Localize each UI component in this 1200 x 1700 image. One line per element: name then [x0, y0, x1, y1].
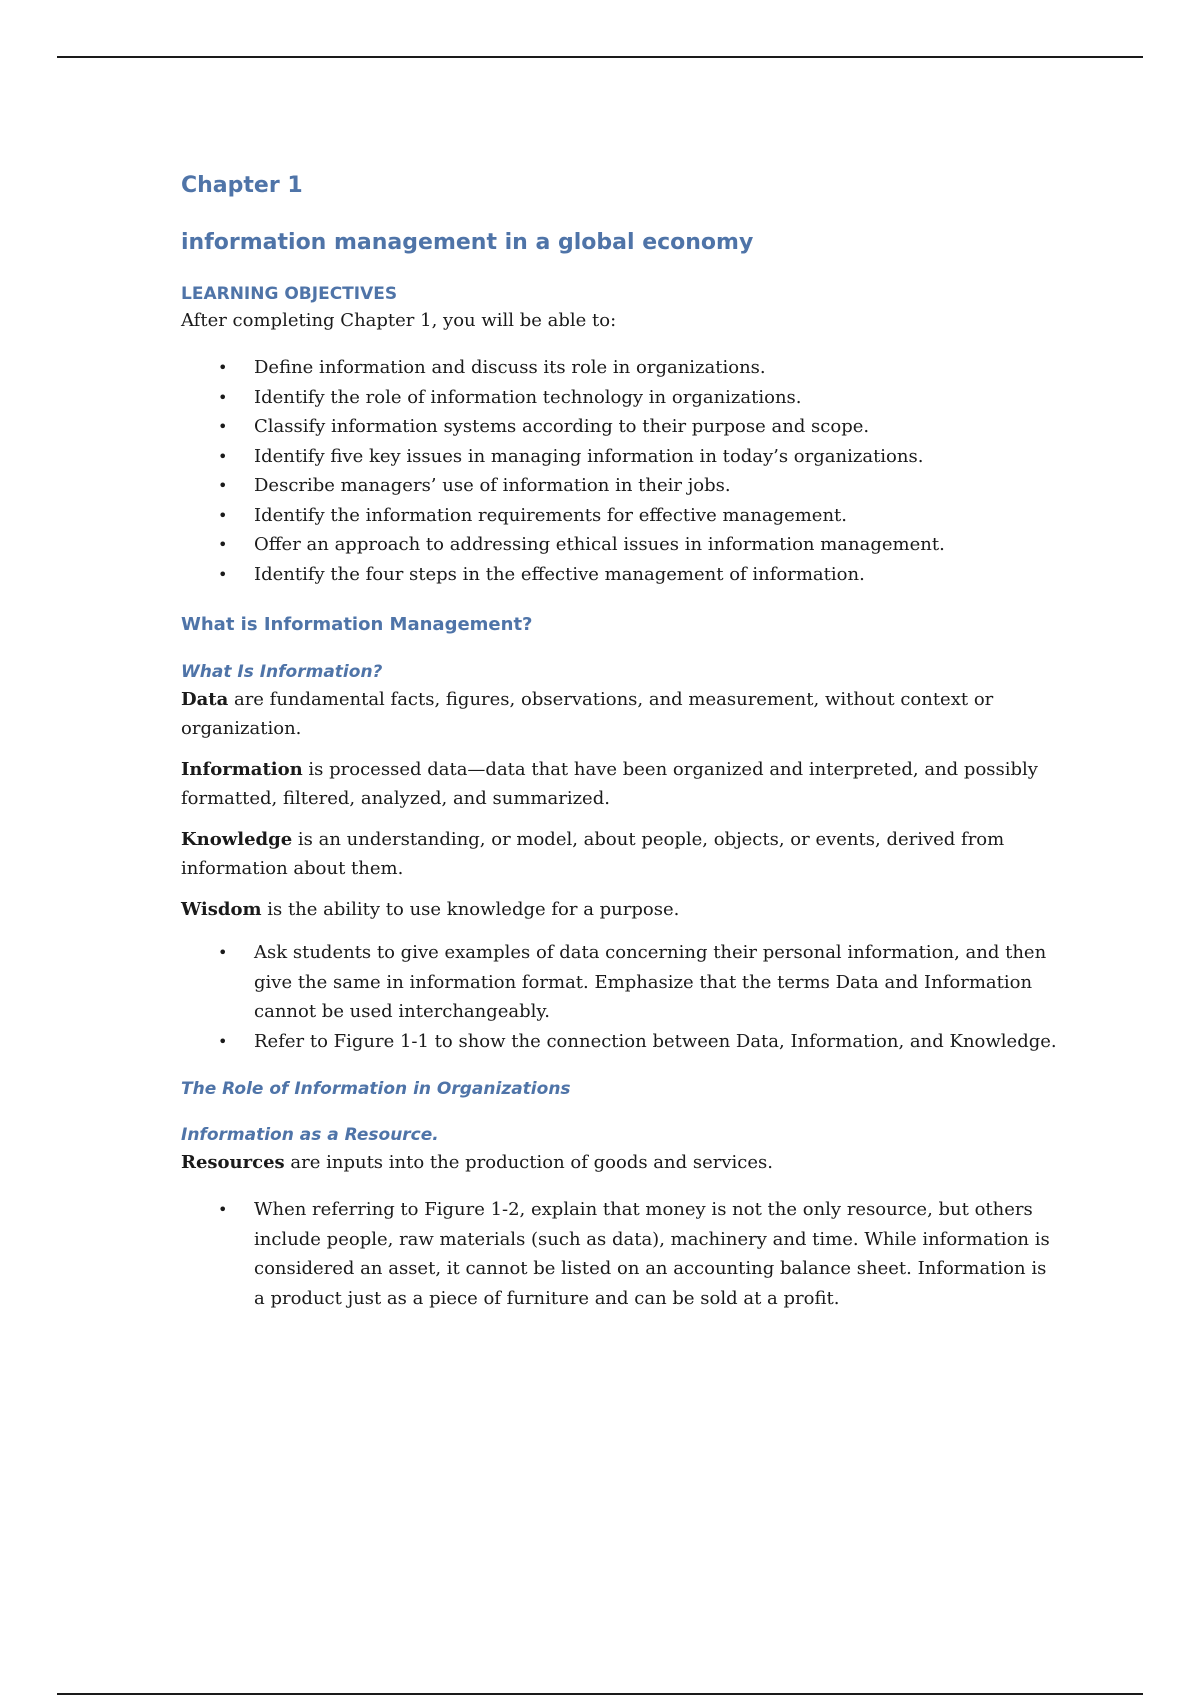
list-item: • Identify the four steps in the effective management of information. — [181, 560, 1061, 590]
bullet-icon: • — [218, 446, 228, 466]
term: Wisdom — [181, 899, 262, 920]
objectives-heading: LEARNING OBJECTIVES — [181, 284, 398, 304]
bullet-icon: • — [218, 535, 228, 554]
bullet-icon: • — [218, 1031, 228, 1051]
objectives-list — [181, 353, 1061, 589]
term: Information — [181, 759, 303, 780]
definition-data: Data are fundamental facts, figures, observations, and measurement, without context or organization. — [181, 689, 994, 739]
bullet-icon: • — [218, 417, 228, 436]
header-rule — [57, 56, 1143, 58]
chapter-label: Chapter 1 — [181, 173, 303, 198]
bullet-icon: • — [218, 1200, 228, 1219]
list-item: • Refer to Figure 1-1 to show the connection between Data, Information, and Knowledge. — [181, 1027, 1061, 1057]
teaching-notes-list — [181, 938, 1061, 1056]
term: Data — [181, 689, 229, 710]
list-item: • Ask students to give examples of data concerning their personal information, and then give the same in information format. Emphasize that the terms Data and Information cannot be used interchangeably. — [181, 938, 1061, 1027]
document-page — [181, 168, 1061, 1313]
term: Resources — [181, 1152, 285, 1173]
teaching-notes-list-2 — [181, 1195, 1061, 1313]
definition-resources: Resources are inputs into the production of goods and services. — [181, 1152, 773, 1173]
subsection-heading-role-of-information: The Role of Information in Organizations — [181, 1079, 571, 1099]
definition-information: Information is processed data—data that have been organized and interpreted, and possibly formatted, filtered, analyzed, and summarized. — [181, 759, 1038, 809]
bullet-icon: • — [218, 564, 228, 584]
bullet-icon: • — [218, 943, 228, 962]
subsection-heading-what-is-information: What Is Information? — [181, 662, 383, 682]
list-item: • Describe managers’ use of information in their jobs. — [181, 471, 1061, 501]
bullet-icon: • — [218, 358, 228, 377]
term: Knowledge — [181, 829, 293, 850]
bullet-icon: • — [218, 387, 228, 407]
subsubsection-heading-information-as-resource: Information as a Resource. — [181, 1125, 439, 1145]
list-item: • Identify five key issues in managing information in today’s organizations. — [181, 442, 1061, 472]
definition-wisdom: Wisdom is the ability to use knowledge for a purpose. — [181, 899, 680, 920]
bullet-icon: • — [218, 476, 228, 495]
bullet-icon: • — [218, 505, 228, 525]
list-item: • Identify the information requirements for effective management. — [181, 501, 1061, 531]
list-item: • Offer an approach to addressing ethical issues in information management. — [181, 530, 1061, 560]
definition-knowledge: Knowledge is an understanding, or model, about people, objects, or events, derived from information about them. — [181, 829, 1005, 879]
list-item: • Define information and discuss its role in organizations. — [181, 353, 1061, 383]
list-item: • When referring to Figure 1-2, explain that money is not the only resource, but others include people, raw materials (such as data), machinery and time. While information is considered an asset, it cannot be listed on an accounting balance sheet. Information is a product just as a piece of furniture and can be sold at a profit. — [181, 1195, 1061, 1313]
footer-rule — [57, 1693, 1143, 1695]
list-item: • Classify information systems according to their purpose and scope. — [181, 412, 1061, 442]
chapter-title: information management in a global economy — [181, 230, 754, 255]
section-heading-information-management: What is Information Management? — [181, 614, 533, 635]
list-item: • Identify the role of information technology in organizations. — [181, 383, 1061, 413]
objectives-intro: After completing Chapter 1, you will be able to: — [181, 310, 617, 331]
